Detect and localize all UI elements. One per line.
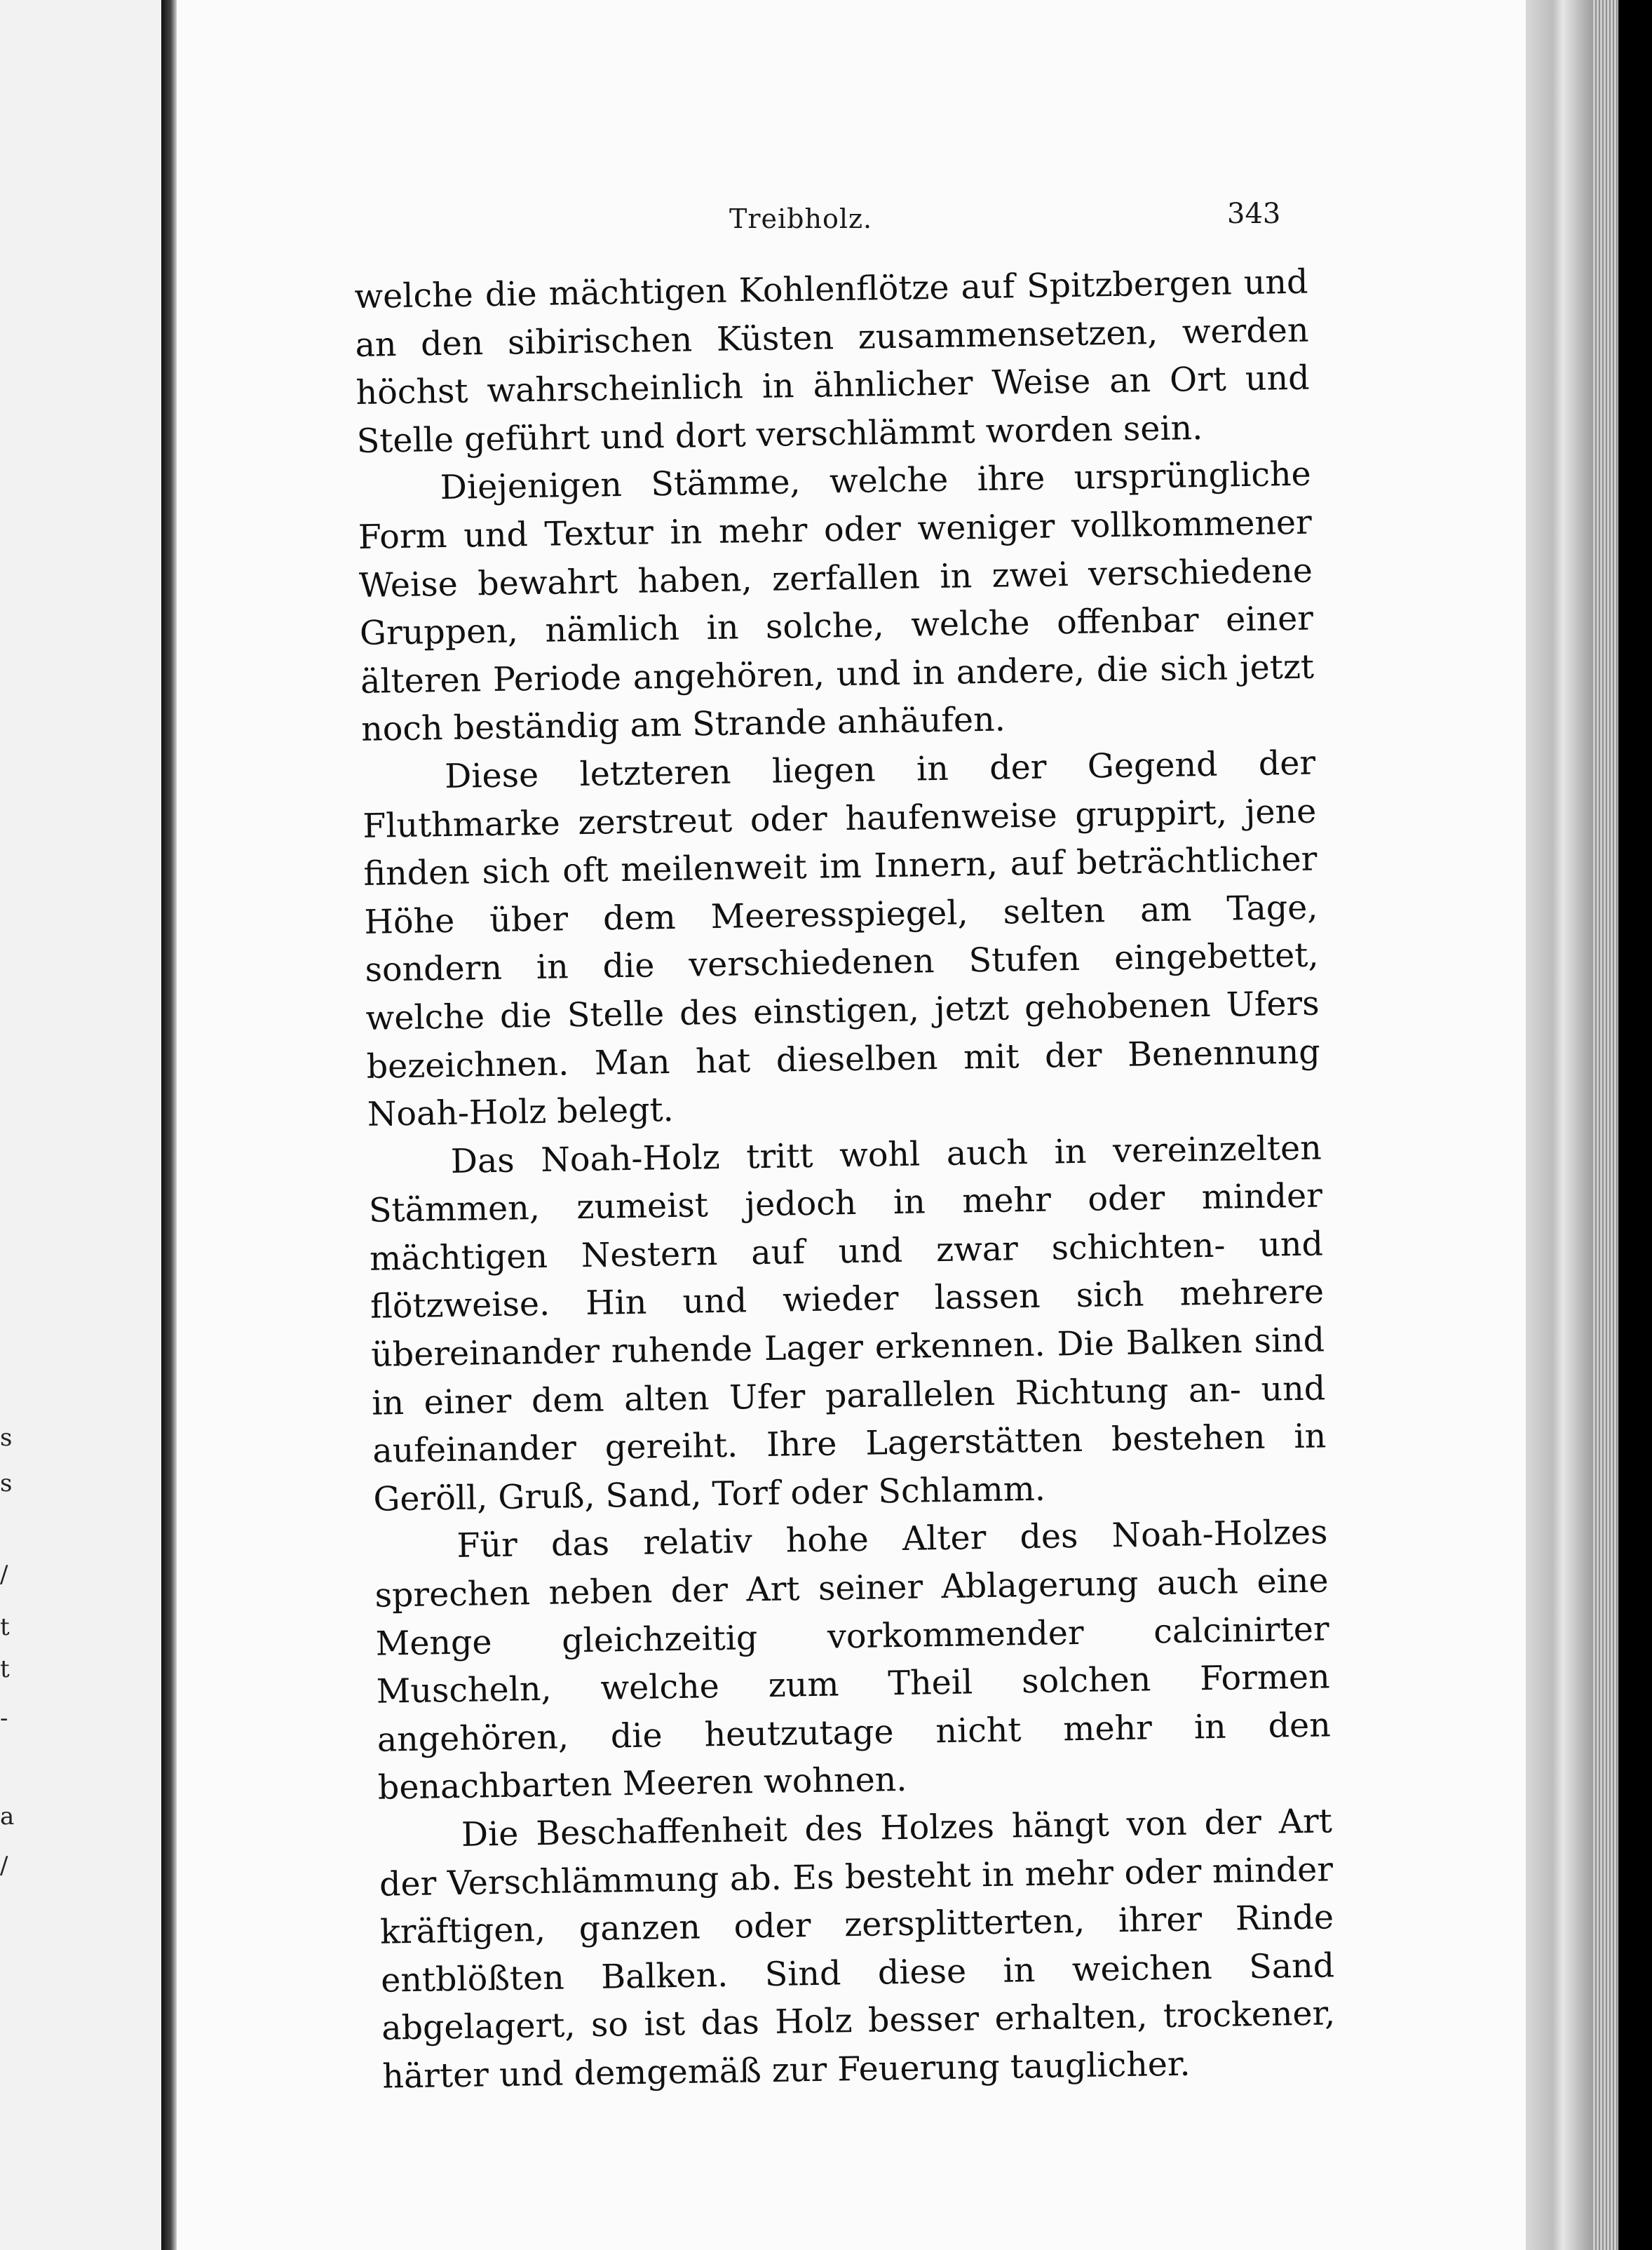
facing-page-fragment: a — [0, 1803, 15, 1831]
facing-page-fragment: t — [0, 1655, 10, 1683]
facing-page-fragment: t — [0, 1613, 10, 1641]
book-gutter — [161, 0, 177, 2250]
paragraph: Diese letzteren liegen in der Gegend der Fluthmarke zerstreut oder haufenweise gruppirt, jene finden sich oft meilenweit im Innern, auf beträchtlicher Höhe über dem Meeresspiegel, selten am Tage, sondern in die verschiedenen Stufen eingebettet, welche die Stelle des einstigen, jetzt gehobenen Ufers bezeichnen. Man hat dieselben mit der Benennung Noah-Holz belegt. — [362, 743, 1321, 1134]
facing-page-fragment: - — [0, 1704, 8, 1732]
paragraph: welche die mächtigen Kohlenflötze auf Spitzbergen und an den sibirischen Küsten zusammensetzen, werden höchst wahrscheinlich in ähnlicher Weise an Ort und Stelle geführt und dort verschlämmt worden sein. — [354, 262, 1310, 461]
paragraph: Diejenigen Stämme, welche ihre ursprüngliche Form und Textur in mehr oder weniger vollkommener Weise bewahrt haben, zerfallen in zwei verschiedene Gruppen, nämlich in solche, welche offenbar einer älteren Periode angehören, und in andere, die sich jetzt noch beständig am Strande anhäufen. — [358, 454, 1315, 750]
page-stack-edge — [1593, 0, 1618, 2250]
paragraph: Die Beschaffenheit des Holzes hängt von der Art der Verschlämmung ab. Es besteht in mehr oder minder kräftigen, ganzen oder zersplitterten, ihrer Rinde entblößten Balken. Sind diese in weichen Sand abgelagert, so ist das Holz besser erhalten, trockener, härter und demgemäß zur Feuerung tauglicher. — [379, 1802, 1336, 2096]
running-head: Treibholz. — [729, 203, 873, 234]
facing-page-fragment: s — [0, 1469, 13, 1497]
paragraph: Das Noah-Holz tritt wohl auch in vereinzelten Stämmen, zumeist jedoch in mehr oder minder mächtigen Nestern auf und zwar schichten- und flötzweise. Hin und wieder lassen sich mehrere übereinander ruhende Lager erkennen. Die Balken sind in einer dem alten Ufer parallelen Richtung an- und aufeinander gereiht. Ihre Lagerstätten bestehen in Geröll, Gruß, Sand, Torf oder Schlamm. — [368, 1129, 1327, 1519]
page-number: 343 — [1227, 198, 1281, 230]
facing-page-fragment: / — [0, 1852, 8, 1880]
facing-page-fragment: / — [0, 1561, 8, 1589]
page-edge-shadow — [1526, 0, 1593, 2250]
body-text — [354, 259, 1336, 2102]
paragraph: Für das relativ hohe Alter des Noah-Holzes sprechen neben der Art seiner Ablagerung auch eine Menge gleichzeitig vorkommender calcinirter Muscheln, welche zum Theil solchen Formen angehören, die heutzutage nicht mehr in den benachbarten Meeren wohnen. — [374, 1513, 1332, 1808]
facing-page-fragment: s — [0, 1424, 13, 1452]
facing-page-edge — [0, 0, 161, 2250]
